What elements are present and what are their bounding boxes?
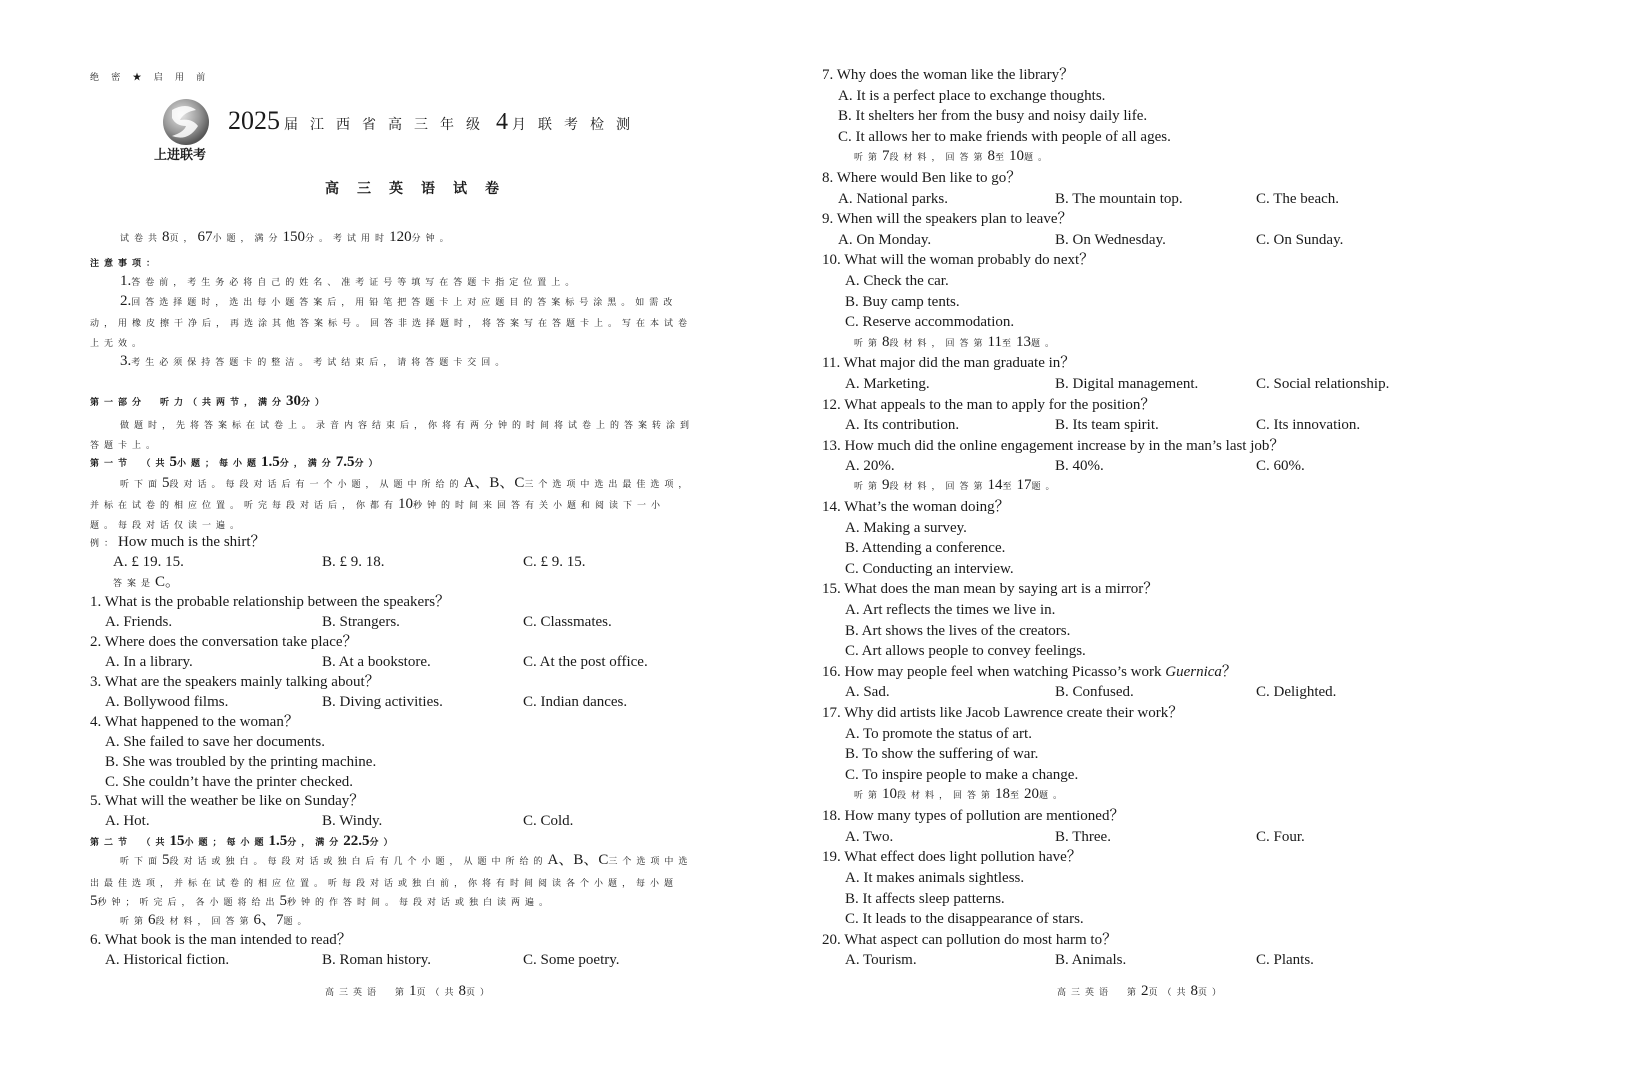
q16-option-c: C. Delighted. bbox=[1256, 684, 1337, 700]
q5-option-a: A. Hot. bbox=[105, 813, 150, 829]
example-option-c: C. £ 9. 15. bbox=[523, 554, 586, 570]
question-1: 1. What is the probable relationship between the speakers？ bbox=[90, 594, 451, 610]
q20-option-a: A. Tourism. bbox=[845, 952, 917, 968]
q6-option-b: B. Roman history. bbox=[322, 952, 432, 968]
q11-option-b: B. Digital management. bbox=[1055, 376, 1199, 392]
q18-option-a: A. Two. bbox=[845, 829, 894, 845]
q19-option-c: C. It leads to the disappearance of stars. bbox=[845, 911, 1084, 927]
page-footer-2: 高三英语 第2页（共8页） bbox=[1057, 983, 1227, 999]
question-6: 6. What book is the man intended to read？ bbox=[90, 932, 352, 948]
q10-option-b: B. Buy camp tents. bbox=[845, 294, 960, 310]
question-8: 8. Where would Ben like to go？ bbox=[822, 170, 1022, 186]
q15-option-a: A. Art reflects the times we live in. bbox=[845, 602, 1056, 618]
title-month: 4 bbox=[496, 109, 508, 135]
q9-option-b: B. On Wednesday. bbox=[1055, 232, 1166, 248]
q9-option-c: C. On Sunday. bbox=[1256, 232, 1344, 248]
question-19: 19. What effect does light pollution have？ bbox=[822, 849, 1082, 865]
example-answer: 答案是C。 bbox=[113, 574, 181, 590]
question-11: 11. What major did the man graduate in？ bbox=[822, 355, 1076, 371]
q3-option-c: C. Indian dances. bbox=[523, 694, 628, 710]
q1-option-b: B. Strangers. bbox=[322, 614, 400, 630]
question-2: 2. Where does the conversation take place？ bbox=[90, 634, 358, 650]
q6-option-a: A. Historical fiction. bbox=[105, 952, 230, 968]
q19-option-a: A. It makes animals sightless. bbox=[845, 870, 1025, 886]
material-8-heading: 听第8段材料，回答第11至13题。 bbox=[854, 334, 1060, 350]
brand-logo bbox=[154, 98, 220, 168]
question-15: 15. What does the man mean by saying art is a mirror？ bbox=[822, 581, 1159, 597]
q15-option-c: C. Art allows people to convey feelings. bbox=[845, 643, 1086, 659]
example-option-a: A. £ 19. 15. bbox=[113, 554, 184, 570]
notice-2: 2.回答选择题时，选出每小题答案后，用铅笔把答题卡上对应题目的答案标号涂黑。如需改 bbox=[120, 293, 678, 309]
q6-option-c: C. Some poetry. bbox=[523, 952, 620, 968]
q16-option-b: B. Confused. bbox=[1055, 684, 1134, 700]
exam-intro: 试卷共8页，67小题，满分150分。考试用时120分钟。 bbox=[120, 229, 454, 245]
q1-option-a: A. Friends. bbox=[105, 614, 173, 630]
q14-option-a: A. Making a survey. bbox=[845, 520, 967, 536]
q17-option-c: C. To inspire people to make a change. bbox=[845, 767, 1079, 783]
q5-option-c: C. Cold. bbox=[523, 813, 574, 829]
notice-title: 注意事项： bbox=[90, 258, 161, 268]
q3-option-a: A. Bollywood films. bbox=[105, 694, 229, 710]
artwork-title: Guernica bbox=[1165, 664, 1222, 680]
material-7-heading: 听第7段材料，回答第8至10题。 bbox=[854, 148, 1053, 164]
q2-option-a: A. In a library. bbox=[105, 654, 193, 670]
q3-option-b: B. Diving activities. bbox=[322, 694, 443, 710]
q12-option-a: A. Its contribution. bbox=[845, 417, 960, 433]
q4-option-a: A. She failed to save her documents. bbox=[105, 734, 325, 750]
material-9-heading: 听第9段材料，回答第14至17题。 bbox=[854, 477, 1060, 493]
q14-option-c: C. Conducting an interview. bbox=[845, 561, 1014, 577]
question-18: 18. How many types of pollution are mentioned？ bbox=[822, 808, 1125, 824]
q14-option-b: B. Attending a conference. bbox=[845, 540, 1006, 556]
q18-option-c: C. Four. bbox=[1256, 829, 1305, 845]
confidential-text: 绝 密 ★ 启 用 前 bbox=[90, 72, 211, 82]
q11-option-a: A. Marketing. bbox=[845, 376, 930, 392]
q7-option-b: B. It shelters her from the busy and noisy daily life. bbox=[838, 108, 1148, 124]
q8-option-a: A. National parks. bbox=[838, 191, 948, 207]
q12-option-b: B. Its team spirit. bbox=[1055, 417, 1159, 433]
exam-title bbox=[228, 106, 642, 136]
example-label: 例： bbox=[90, 538, 119, 548]
section2-line2: 出最佳选项，并标在试卷的相应位置。听每段对话或独白前，你将有时间阅读各个小题，每小题 bbox=[90, 878, 679, 888]
confidential-mark bbox=[90, 70, 210, 84]
notice-2-line3: 上无效。 bbox=[90, 338, 147, 348]
section2-heading: 第二节 （共15小题；每小题1.5分，满分22.5分） bbox=[90, 833, 398, 849]
page-footer-1: 高三英语 第1页（共8页） bbox=[325, 983, 495, 999]
question-9: 9. When will the speakers plan to leave？ bbox=[822, 211, 1073, 227]
q15-option-b: B. Art shows the lives of the creators. bbox=[845, 623, 1071, 639]
section1-line2: 并标在试卷的相应位置。听完每段对话后，你都有10秒钟的时间来回答有关小题和阅读下一小 bbox=[90, 496, 666, 512]
q17-option-b: B. To show the suffering of war. bbox=[845, 746, 1039, 762]
part1-heading: 第一部分 听力（共两节，满分30分） bbox=[90, 393, 330, 409]
q11-option-c: C. Social relationship. bbox=[1256, 376, 1390, 392]
title-mid: 届江西省高三年级 bbox=[284, 118, 492, 133]
notice-3: 3.考生必须保持答题卡的整洁。考试结束后，请将答题卡交回。 bbox=[120, 353, 510, 369]
question-4: 4. What happened to the woman？ bbox=[90, 714, 299, 730]
question-16: 16. How may people feel when watching Picasso’s work Guernica？ bbox=[822, 664, 1237, 680]
notice-2-line2: 动，用橡皮擦干净后，再选涂其他答案标号。回答非选择题时，将答案写在答题卡上。写在本试卷 bbox=[90, 318, 693, 328]
section1-heading: 第一节 （共5小题；每小题1.5分，满分7.5分） bbox=[90, 454, 383, 470]
title-year: 2025 bbox=[228, 106, 280, 135]
q13-option-b: B. 40%. bbox=[1055, 458, 1104, 474]
q12-option-c: C. Its innovation. bbox=[1256, 417, 1361, 433]
q10-option-a: A. Check the car. bbox=[845, 273, 949, 289]
q8-option-c: C. The beach. bbox=[1256, 191, 1340, 207]
q20-option-c: C. Plants. bbox=[1256, 952, 1314, 968]
part1-instr-2: 答题卡上。 bbox=[90, 440, 161, 450]
logo-text: 上进联考 bbox=[154, 148, 207, 163]
q1-option-c: C. Classmates. bbox=[523, 614, 612, 630]
question-14: 14. What’s the woman doing？ bbox=[822, 499, 1010, 515]
q4-option-c: C. She couldn’t have the printer checked. bbox=[105, 774, 353, 790]
example-question bbox=[90, 532, 266, 552]
example-question-text: How much is the shirt？ bbox=[118, 534, 266, 550]
part1-instr-1: 做题时，先将答案标在试卷上。录音内容结束后，你将有两分钟的时间将试卷上的答案转涂到 bbox=[120, 420, 695, 430]
q18-option-b: B. Three. bbox=[1055, 829, 1111, 845]
q16-option-a: A. Sad. bbox=[845, 684, 890, 700]
q8-option-b: B. The mountain top. bbox=[1055, 191, 1183, 207]
question-13: 13. How much did the online engagement increase by in the man’s last job？ bbox=[822, 438, 1285, 454]
title-end: 月联考检测 bbox=[512, 118, 642, 133]
exam-subtitle: 高三英语试卷 bbox=[325, 182, 517, 197]
q19-option-b: B. It affects sleep patterns. bbox=[845, 891, 1005, 907]
q2-option-c: C. At the post office. bbox=[523, 654, 648, 670]
q10-option-c: C. Reserve accommodation. bbox=[845, 314, 1015, 330]
q4-option-b: B. She was troubled by the printing machine. bbox=[105, 754, 377, 770]
question-12: 12. What appeals to the man to apply for the position？ bbox=[822, 397, 1156, 413]
q7-option-c: C. It allows her to make friends with people of all ages. bbox=[838, 129, 1171, 145]
q5-option-b: B. Windy. bbox=[322, 813, 383, 829]
example-option-b: B. £ 9. 18. bbox=[322, 554, 385, 570]
section1-line3: 题。每段对话仅读一遍。 bbox=[90, 520, 245, 530]
question-3: 3. What are the speakers mainly talking about？ bbox=[90, 674, 380, 690]
question-5: 5. What will the weather be like on Sunday？ bbox=[90, 793, 365, 809]
exam-page-2 bbox=[812, 0, 1625, 1079]
material-10-heading: 听第10段材料，回答第18至20题。 bbox=[854, 786, 1068, 802]
question-7: 7. Why does the woman like the library？ bbox=[822, 67, 1075, 83]
exam-page-1 bbox=[0, 0, 812, 1079]
section1-line1: 听下面5段对话。每段对话后有一个小题，从题中所给的A、B、C三个选项中选出最佳选项， bbox=[120, 475, 693, 491]
question-17: 17. Why did artists like Jacob Lawrence create their work？ bbox=[822, 705, 1184, 721]
q17-option-a: A. To promote the status of art. bbox=[845, 726, 1032, 742]
question-10: 10. What will the woman probably do next？ bbox=[822, 252, 1095, 268]
question-20: 20. What aspect can pollution do most harm to？ bbox=[822, 932, 1118, 948]
q2-option-b: B. At a bookstore. bbox=[322, 654, 431, 670]
q13-option-a: A. 20%. bbox=[845, 458, 895, 474]
q9-option-a: A. On Monday. bbox=[838, 232, 932, 248]
q7-option-a: A. It is a perfect place to exchange thoughts. bbox=[838, 88, 1106, 104]
notice-1: 1.答卷前，考生务必将自己的姓名、准考证号等填写在答题卡指定位置上。 bbox=[120, 273, 580, 289]
material-6-heading: 听第6段材料，回答第6、7题。 bbox=[120, 912, 312, 928]
q20-option-b: B. Animals. bbox=[1055, 952, 1127, 968]
q13-option-c: C. 60%. bbox=[1256, 458, 1305, 474]
section2-line1: 听下面5段对话或独白。每段对话或独白后有几个小题，从题中所给的A、B、C三个选项中选 bbox=[120, 852, 693, 868]
section2-line3: 5秒钟；听完后，各小题将给出5秒钟的作答时间。每段对话或独白读两遍。 bbox=[90, 893, 554, 909]
